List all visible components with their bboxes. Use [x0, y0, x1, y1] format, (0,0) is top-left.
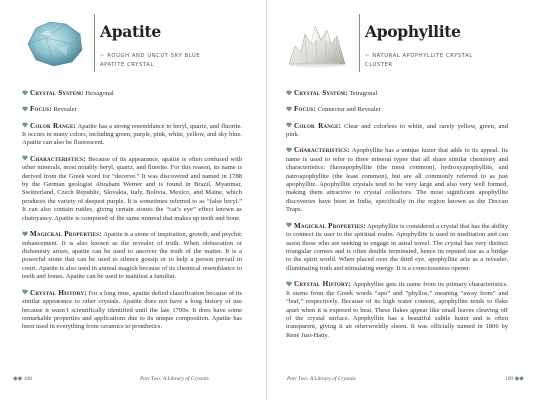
- ornament-icon: ◆◆: [13, 376, 24, 382]
- heart-icon: [286, 106, 292, 112]
- section-label: Crystal History:: [30, 288, 87, 297]
- section-text: Hexagonal: [85, 90, 114, 97]
- page-number-text: 108: [23, 376, 32, 382]
- arrow-icon: ⇐: [365, 53, 373, 59]
- heart-icon: [22, 155, 28, 161]
- ornament-icon: ◆◆: [513, 376, 524, 382]
- section-text: Because of its appearance, apatite is often confused with other minerals, most notably beryl, quartz, and fluorite. For this reason, its name is derived from the Greek word for “deceive.” It was discovered and named in 1788 by the German geologist Abraham Werner and is found in Brazil, Myanmar, Switzerland, Czech Republic, Slovakia, Italy, Bolivia, Mexico, and Maine, which produces the variety of deepest purple. It is sometimes referred to as “false beryl.” It can also contain rutiles, giving certain stones the “cat’s eye” effect known as chatoyancy. Apatite is composed of the same mineral that makes up teeth and bone.: [22, 155, 242, 222]
- section-text: Apatite has a strong resemblance to beryl, quartz, and fluorite. It occurs in many colors, including green, purple, pink, white, yellow, and sky blue. Apatite can also be fluorescent.: [22, 122, 242, 147]
- section-label: Crystal System:: [30, 89, 84, 97]
- section-color-range: [22, 122, 242, 148]
- page-number-text: 109: [505, 376, 514, 382]
- section-crystal-history: [286, 280, 508, 340]
- heart-icon: [22, 90, 28, 96]
- section-text: Apophyllite is considered a crystal that has the ability to connect its user to the spiritual realm. Apophyllite is used in meditation and can assist those who are seeking to engage in astral travel. The crystal has very distinct triangular corners and is often double terminated, hence its reputed use as a bridge to the spirit world. When placed over the third eye, apophyllite acts as a revealer, illuminating truth and stimulating energy. It is a consciousness opener.: [286, 222, 508, 272]
- section-label: Characteristics:: [294, 146, 350, 155]
- section-text: Revealer: [53, 106, 77, 114]
- heart-icon: [22, 106, 28, 112]
- title-divider: [359, 14, 360, 72]
- heart-icon: [286, 90, 292, 96]
- title-divider: [94, 14, 95, 72]
- section-label: Characteristics:: [30, 154, 86, 163]
- section-crystal-system: [22, 89, 242, 98]
- heart-icon: [22, 231, 28, 237]
- page-number: [13, 375, 32, 382]
- section-text: Apatite is a stone of inspiration, growth, and psychic enhancement. It is also known as the revealer of truth. When obfuscation or dishonesty arises, apatite can be used to uncover the truth of the matter. It is a powerful stone that can be used to silence gossip or to help a person prevail in court. Apatite is also used in animal magick because of its chemical resemblance to teeth and bones. Apatite can be used to manifest a familiar.: [22, 231, 243, 281]
- photo-caption: [365, 52, 495, 69]
- entry-title: Apatite: [100, 22, 161, 41]
- entry-title: Apophyllite: [365, 22, 461, 41]
- apatite-crystal-photo: [22, 14, 86, 70]
- caption-text: NATURAL APOPHYLLITE CRYSTAL CLUSTER: [365, 53, 473, 68]
- section-text: Tetragonal: [349, 90, 378, 97]
- section-focus: [22, 105, 242, 114]
- heart-icon: [286, 222, 292, 228]
- section-text: Clear and colorless to white, and rarely yellow, green, and pink.: [286, 122, 508, 138]
- section-label: Magickal Properties:: [294, 221, 366, 230]
- heart-icon: [22, 122, 28, 128]
- arrow-icon: ⇐: [100, 53, 108, 59]
- section-text: Connector and Revealer: [317, 106, 381, 114]
- running-head: Part Two: A Library of Crystals: [287, 376, 356, 382]
- right-page: [267, 0, 533, 400]
- section-label: Focus:: [294, 105, 316, 114]
- section-label: Color Range:: [30, 121, 77, 130]
- apophyllite-crystal-photo: [285, 18, 349, 70]
- section-label: Color Range:: [294, 121, 342, 130]
- section-text: Apophyllite has a unique luster that adds to its appeal. Its name is used to refer to three mineral types that all share similar chemistry and characteristics: fluorapophyllite (the most common), hydroxyapophyllite, and natroapophyllite (the least common), but are all commonly referred to as just apophyllite. Apophyllite crystals tend to be very large and also very well formed, making them attractive to crystal collectors. The most significant apophyllite discoveries have been in India, specifically in the region known as the Deccan Traps.: [286, 147, 508, 214]
- section-characteristics: [22, 155, 242, 224]
- entry-sections: [286, 89, 508, 347]
- section-crystal-system: [286, 89, 508, 98]
- left-page: [0, 0, 266, 400]
- entry-sections: [22, 89, 242, 339]
- section-label: Crystal System:: [294, 89, 348, 97]
- section-color-range: [286, 122, 508, 140]
- running-head: Part Two: A Library of Crystals: [140, 376, 209, 382]
- section-crystal-history: [22, 289, 242, 332]
- section-text: Apophyllite gets its name from its primary characteristics. It stems from the Greek words “apo” and “phyllos,” meaning “away from” and “leaf,” respectively. Because of its high water content, apophyllite tends to flake apart when it is exposed to heat. These flakes appear like small leaves cleaving off of the crystal surface. Apophyllite has a beautiful subtle luster and is often transparent, giving it an otherworldly sheen. It was officially named in 1806 by René Just-Haüy.: [286, 281, 509, 339]
- caption-text: ROUGH AND UNCUT SKY BLUE APATITE CRYSTAL: [100, 53, 201, 68]
- heart-icon: [286, 147, 292, 153]
- section-focus: [286, 105, 508, 114]
- section-magickal-properties: [286, 222, 508, 274]
- heart-icon: [286, 281, 292, 287]
- section-text: For a long time, apatite defied classification because of its similar appearance to other crystals. Apatite does not have a long history of use because it wasn’t scientifically identified until the late 1700s. It does have some remarkable properties and applications due to its unique composition. Apatite has been used in everything from ceramics to prosthetics.: [22, 289, 242, 331]
- section-label: Crystal History:: [294, 280, 352, 289]
- section-label: Focus:: [30, 105, 52, 114]
- page-number: [505, 375, 524, 382]
- section-label: Magickal Properties:: [30, 230, 102, 239]
- section-magickal-properties: [22, 230, 242, 282]
- photo-caption: [100, 52, 220, 69]
- section-characteristics: [286, 146, 508, 215]
- heart-icon: [286, 122, 292, 128]
- heart-icon: [22, 289, 28, 295]
